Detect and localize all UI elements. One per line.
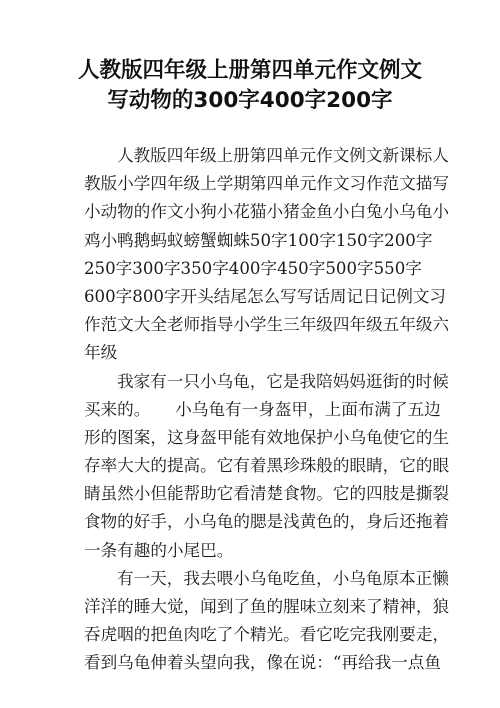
body-line: 形的图案，这身盔甲能有效地保护小乌龟使它的生	[84, 427, 450, 447]
body-line: 600字800字开头结尾怎么写写话周记日记例文习	[84, 286, 447, 306]
body-line: 有一天，我去喂小乌龟吃鱼，小乌龟原本正懒	[117, 568, 449, 588]
body-line: 鸡小鸭鹅蚂蚁螃蟹蜘蛛50字100字150字200字	[84, 230, 433, 250]
body-line: 睛虽然小但能帮助它看清楚食物。它的四肢是撕裂	[84, 484, 450, 504]
body-line: 洋洋的睡大觉，闻到了鱼的腥味立刻来了精神，狼	[84, 597, 450, 616]
body-line: 教版小学四年级上学期第四单元作文习作范文描写	[84, 174, 450, 194]
body-line: 食物的好手，小乌龟的腮是浅黄色的，身后还拖着	[84, 512, 450, 532]
body-line: 买来的。 小乌龟有一身盔甲，上面布满了五边	[84, 399, 441, 419]
body-line: 一条有趣的小尾巴。	[84, 540, 234, 560]
body-line: 250字300字350字400字450字500字550字	[84, 258, 422, 278]
title-line-2: 写动物的300字400字200字	[107, 88, 393, 113]
body-line: 我家有一只小乌龟，它是我陪妈妈逛街的时候	[117, 371, 449, 391]
body-line: 年级	[84, 343, 118, 363]
document-body	[84, 142, 450, 678]
body-line: 存率大大的提高。它有着黑珍珠般的眼睛，它的眼	[84, 456, 450, 476]
body-line: 小动物的作文小狗小花猫小猪金鱼小白兔小乌龟小	[84, 202, 450, 222]
body-line: 看到乌龟伸着头望向我，像在说：“再给我一点鱼	[84, 653, 441, 673]
body-line: 作范文大全老师指导小学生三年级四年级五年级六	[84, 315, 450, 335]
body-line: 人教版四年级上册第四单元作文例文新课标人	[117, 146, 449, 165]
body-line: 吞虎咽的把鱼肉吃了个精光。看它吃完我刚要走，	[84, 625, 450, 645]
document-title	[40, 56, 460, 116]
title-line-1: 人教版四年级上册第四单元作文例文	[77, 58, 422, 83]
